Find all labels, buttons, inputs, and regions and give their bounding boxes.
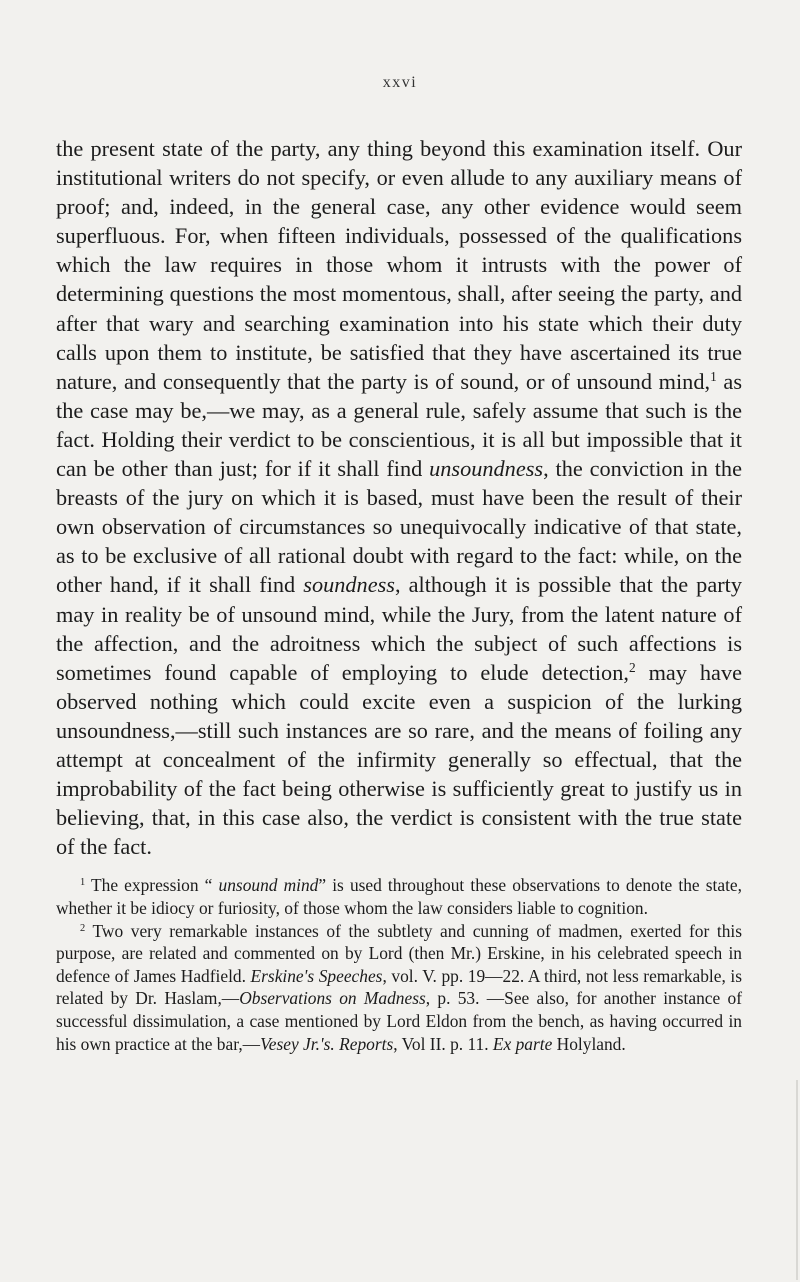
footnotes: [56, 874, 742, 1055]
text-run: , although it is possible that the party may in reality be of unsound mind, while the Jury, from the latent nature of the affection, and the adroitness which the subject of such affections is sometimes found capable of employing to elude detection,: [56, 572, 742, 685]
footnote-1: [56, 874, 742, 919]
text-run: may have observed nothing which could excite even a suspicion of the lurking unsoundness,—still such instances are so rare, and the means of foiling any attempt at concealment of the infirmity generally so effectual, that the improbability of the fact being otherwise is sufficiently great to justify us in believing, that, in this case also, the verdict is consistent with the true state of the fact.: [56, 659, 742, 860]
body-paragraph: [56, 134, 742, 861]
text-run: Holyland.: [552, 1033, 626, 1054]
text-run: Two very remarkable instances of the subtlety and cunning of madmen, exerted for this purpose, are related and commented on by Lord (then Mr.) Erskine, in his celebrated speech in defence of James Hadfield.: [56, 920, 742, 986]
text-run: The expression “: [85, 875, 219, 896]
text-run: , p. 53. —See also, for another instance of successful dissimulation, a case mentioned by Lord Eldon from the bench, as having occurred in his own practice at the bar,—: [56, 988, 742, 1054]
italic-term: Ex parte: [492, 1033, 553, 1054]
page-edge-shadow: [796, 1080, 798, 1280]
citation-title: Vesey Jr.'s. Reports: [260, 1033, 394, 1054]
text-run: , the conviction in the breasts of the jury on which it is based, must have been the result of their own observation of circumstances so unequivocally indicative of that state, as to be exclusive of all rational doubt with regard to the fact: while, on the other hand, if it shall find: [56, 456, 742, 598]
text-run: , vol. V. pp. 19—22. A third, not less remarkable, is related by Dr. Haslam,—: [56, 965, 743, 1009]
footnote-marker: 1: [80, 877, 86, 889]
italic-term: unsoundness: [429, 456, 544, 482]
text-run: the present state of the party, any thing beyond this examination itself. Our institutional writers do not specify, or even allude to any auxiliary means of proof; and, indeed, in the general case, any other evidence would seem superfluous. For, when fifteen individuals, possessed of the qualifications which the law requires in those whom it intrusts with the power of determining questions the most momentous, shall, after seeing the party, and after that wary and searching examination into his state which their duty calls upon them to institute, be satisfied that they have ascertained its true nature, and consequently that the party is of sound, or of unsound mind,: [56, 136, 742, 394]
main-text: [56, 134, 742, 861]
footnote-ref-2[interactable]: 2: [628, 659, 636, 675]
text-run: as the case may be,—we may, as a general rule, safely assume that such is the fact. Holding their verdict to be conscientious, it is all but impossible that it can be other than just; for if it shall find: [56, 368, 742, 482]
citation-title: Observations on Madness: [239, 988, 426, 1009]
footnote-marker: 2: [80, 922, 86, 934]
text-run: , Vol II. p. 11.: [393, 1033, 493, 1054]
footnote-ref-1[interactable]: 1: [710, 368, 717, 384]
text-run: ” is used throughout these observations to denote the state, whether it be idiocy or furiosity, of those whom the law considers liable to cognition.: [56, 875, 742, 918]
italic-term: soundness: [303, 572, 395, 598]
page-number: xxvi: [382, 74, 418, 91]
italic-term: unsound mind: [218, 875, 319, 896]
footnote-2: [56, 920, 742, 1056]
citation-title: Erskine's Speeches: [250, 965, 383, 986]
